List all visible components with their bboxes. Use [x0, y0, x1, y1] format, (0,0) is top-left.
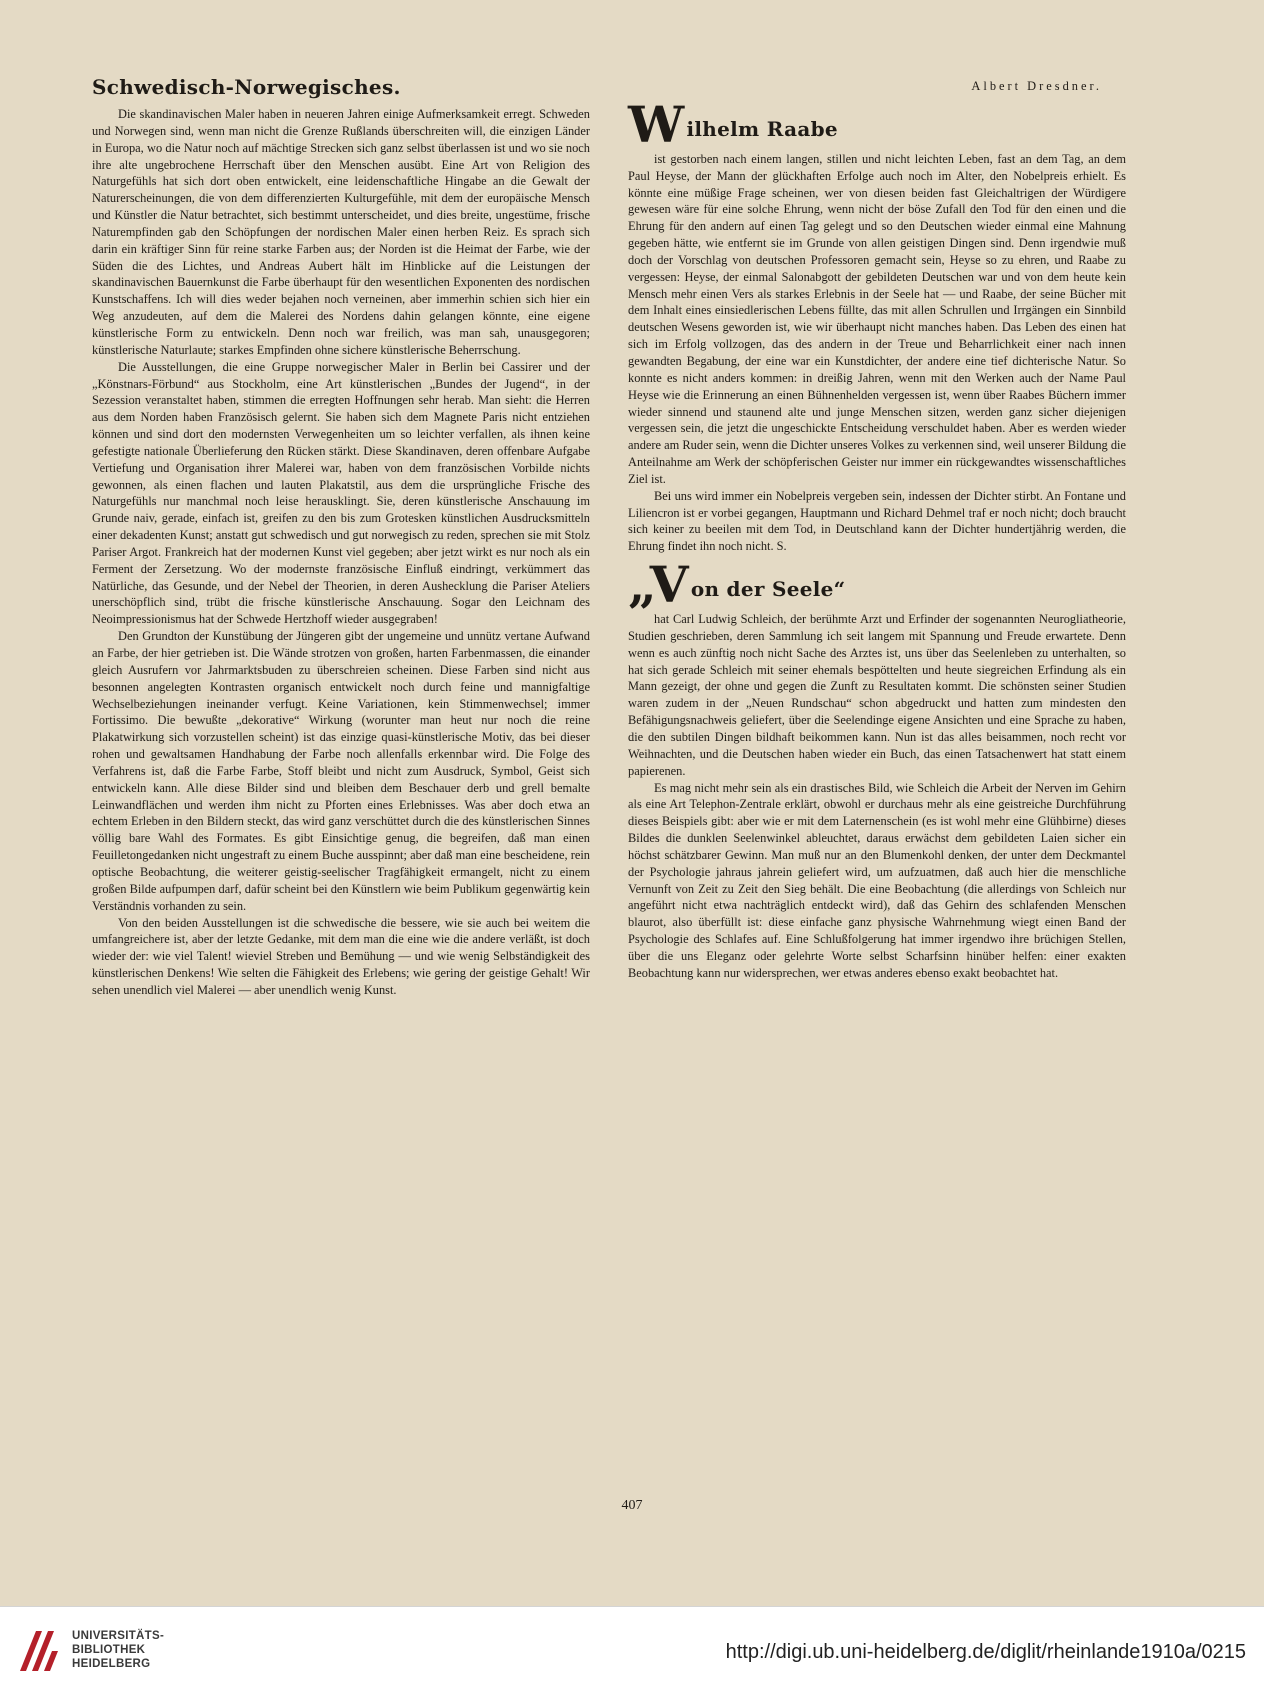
author-signature: Albert Dresdner. [971, 79, 1102, 93]
seele-article [628, 555, 1126, 982]
article1-paragraph: Die Ausstellungen, die eine Gruppe norwegischer Maler in Berlin bei Cassirer und der „Könstnars-Förbund“ aus Stockholm, eine Art künstlerischen „Bundes der Jugend“, in der Sezession veranstaltet haben, stimmen die erregten Hoffnungen sehr herab. Man sieht: die Herren aus dem Norden haben Französisch gelernt. Sie haben sich dem Magnete Paris nicht entziehen können und sind dort den modernsten Verwegenheiten um so leichter verfallen, als ihnen keine gefestigte nationale Überlieferung den Rücken stärkt. Diese Skandinaven, deren offenbare Aufgabe Vertiefung und Organisation ihrer Malerei war, haben von dem französischen Vorbilde nichts gewonnen, als einen flachen und lauten Plakatstil, aus dem die ursprüngliche Frische des Naturgefühls nur manchmal noch leise herausklingt. Sie, deren künstlerische Anschauung im Grunde naiv, gerade, einfach ist, greifen zu den bis zum Grotesken künstlichen Ausdrucksmitteln einer dekadenten Kunst; anstatt gut schwedisch und gut norwegisch zu reden, sprechen sie mit Stolz Pariser Argot. Frankreich hat der modernen Kunst viel gegeben; aber jetzt wirkt es nur noch als ein Ferment der Zersetzung. Wo der modernste französische Einfluß eindringt, verkümmert das Natürliche, das Gesunde, und der Nebel der Theorien, in deren Aushecklung die Pariser Ateliers unerschöpflich sind, trübt die frische künstlerische Anschauung. Sogar den Leichnam des Neoimpressionismus hat der Schwede Hertzhoff wieder ausgegraben! [92, 359, 590, 627]
drop-initial: „V [628, 555, 689, 615]
library-line: HEIDELBERG [72, 1658, 151, 1670]
library-name [72, 1629, 164, 1671]
article-heading-schwedisch: Schwedisch-Norwegisches. [92, 75, 401, 99]
article1-paragraph: Die skandinavischen Maler haben in neueren Jahren einige Aufmerksamkeit erregt. Schweden und Norwegen sind, wenn man nicht die Grenze Rußlands überschreiten will, die einzigen Länder in Europa, wo die Natur noch auf mächtige Strecken sich ganz selbst überlassen ist und wo sie noch ihre alte ungebrochene Herrschaft über den Menschen ausübt. Eine Art von Religion des Naturgefühls hat sich dort oben entwickelt, eine leidenschaftliche Hingabe an die Gewalt der Naturerscheinungen, die von dem differenzierten Kulturgefühle, mit dem der europäische Mensch und Künstler die Natur betrachtet, sich bestimmt unterscheidet, und dies breite, ungestüme, frische Naturempfinden gab den Schöpfungen der nordischen Maler einen herben Reiz. Es sprach sich darin ein kräftiger Sinn für reine starke Farben aus; der Norden ist die Heimat der Farbe, wie der Süden die des Lichtes, und Andreas Aubert hält im Hinblicke auf die Leistungen der skandinavischen Bauernkunst die Farbe überhaupt für den wesentlichen Exponenten des nordischen Kunstschaffens. Ich will dies weder bejahen noch verneinen, aber immerhin schien sich hier ein Weg anzudeuten, auf dem die Malerei des Nordens dahin gelangen könnte, eine eigene künstlerische Form zu entwickeln. Denn noch war freilich, was man sah, unausgegoren; künstlerische Naturlaute; starkes Empfinden ohne sichere künstlerische Beherrschung. [92, 107, 590, 357]
library-line: UNIVERSITÄTS- [72, 1630, 165, 1642]
article2-paragraph: Bei uns wird immer ein Nobelpreis vergeben sein, indessen der Dichter stirbt. An Fontane und Liliencron ist er vorbei gegangen, Hauptmann und Richard Dehmel traf er noch nicht; doch braucht sich keiner zu beeilen mit dem Tod, in Deutschland kann der Dichter hundertjährig werden, die Ehrung findet ihn noch nicht. S. [628, 488, 1126, 554]
drop-initial: W [628, 94, 685, 154]
article1-paragraph: Den Grundton der Kunstübung der Jüngeren gibt der ungemeine und unnütz vertane Aufwand an Farbe, der hier getrieben ist. Die Wände strotzen von großen, harten Farbenmassen, die einander gleich Ausrufern vor Jahrmarktsbuden zu überschreien scheinen. Diese Farben sind nicht aus besonnen angelegten Kontrasten organisch entwickelt noch durch feine und mannigfaltige Wechselbeziehungen ineinander verfugt. Keine Variationen, kein Stimmenwechsel; immer Fortissimo. Die bewußte „dekorative“ Wirkung (worunter man heut nur noch die reine Plakatwirkung sich vorzustellen scheint) ist das einzige quasi-künstlerische Motiv, das bei dieser rohen und gewaltsamen Handhabung der Farbe noch allenfalls erkennbar wird. Die Folge des Verfahrens ist, daß die Farbe Farbe, Stoff bleibt und nicht zum Ausdruck, Symbol, Geist sich entwickeln kann. Alle diese Bilder sind und bleiben dem Beschauer derb und grell bemalte Leinwandflächen und werden ihm nicht zu Pforten eines Erlebnisses. Was aber doch etwa an echtem Erleben in den Bildern steckt, das wird ganz verschüttet durch die des künstlerischen Sinnes völlig bare Wahl des Formates. Es gibt Einsichtige genug, die begreifen, daß man einen Feuilletongedanken nicht ungestraft zu einem Buche ausspinnt; aber daß man eine bescheidene, rein optische Beobachtung, die weiterer geistig-seelischer Tragfähigkeit ermangelt, nicht zu einem großen Bilde aufpumpen darf, dafür scheint bei den Künstlern wie beim Publikum gegenwärtig kein Verständnis vorhanden zu sein. [92, 629, 590, 913]
article-heading-seele [628, 555, 1126, 615]
article3-paragraph: hat Carl Ludwig Schleich, der berühmte Arzt und Erfinder der sogenannten Neurogliatheorie, Studien geschrieben, deren Sammlung ich seit langem mit Spannung und Freude erwartete. Denn wenn es auch zünftig noch nicht Sache des Arztes ist, uns über das Seelenleben zu unterhalten, so hat sich gerade Schleich mit seiner ehemals bespöttelten und heute siegreichen Erfindung als ein Mann gezeigt, der ohne und gegen die Zunft zu Resultaten kommt. Die schönsten seiner Studien waren zudem in der „Neuen Rundschau“ schon abgedruckt und hatten zum mindesten den Befähigungsnachweis geliefert, über die Seelendinge eigene Ansichten und eine Sprache zu haben, die den subtilen Dingen bildhaft beikommen kann. Nun ist das alles beisammen, noch recht vor Weihnachten, und die Deutschen haben wieder ein Buch, das einen Tatsachenwert hat statt einem papierenen. [628, 612, 1126, 778]
heading-rest: on der Seele“ [690, 577, 846, 602]
permalink-url[interactable]: http://digi.ub.uni-heidelberg.de/diglit/rheinlande1910a/0215 [725, 1641, 1246, 1663]
page-number: 407 [621, 1498, 643, 1513]
article-heading-raabe [628, 94, 1126, 154]
right-column [628, 78, 1126, 982]
article1-paragraph: Von den beiden Ausstellungen ist die schwedische die bessere, wie sie auch bei weitem die umfangreichere ist, aber der letzte Gedanke, mit dem man die eine wie die andere verläßt, ist doch wieder der: wie viel Talent! wieviel Streben und Bemühung — und wie wenig Selbständigkeit des künstlerischen Denkens! Wie selten die Fähigkeit des Erlebens; wie gering der geistige Gehalt! Wir sehen unendlich viel Malerei — aber unendlich wenig Kunst. [92, 915, 590, 997]
article2-paragraph: ist gestorben nach einem langen, stillen und nicht leichten Leben, fast an dem Tag, an dem Paul Heyse, der Mann der glückhaften Erfolge auch noch im Alter, den Nobelpreis erhielt. Es könnte eine müßige Frage scheinen, wer von diesen beiden fast Gleichaltrigen der Würdigere gewesen wäre für eine solche Ehrung, wenn nicht der böse Zufall den Tod für den einen und die Ehrung für den andern auf einen Tag gelegt und so den Deutschen wieder einmal eine Mahnung gegeben hätte, wie entfernt sie im Grunde von allen geistigen Dingen sind. Denn irgendwie muß doch der Vorschlag von deutschen Professoren gemacht sein, Heyse so zu ehren, und Raabe zu vergessen: Heyse, der einmal Salonabgott der gebildeten Deutschen war und von dem heute kein Mensch mehr einen Vers als starkes Erlebnis in der Seele hat — und Raabe, der seine Bücher mit dem Inhalt eines einsiedlerischen Lebens füllte, das mit allen Schrullen und Irrgängen ein Sinnbild deutschen Wesens geworden ist, wie wir überhaupt nicht manches haben. Das Leben des einen hat sich im Erfolg vollzogen, das des andern in der Treue und Beharrlichkeit einer nach innen gewandten Begabung, der eine war ein Kunstdichter, der andere eine tief dichterische Natur. So konnte es nicht anders kommen: in dreißig Jahren, wenn mit den Werken auch der Name Paul Heyse wie die Erinnerung an einen Bühnenhelden vergessen ist, wenn über Raabes Büchern immer wieder sinnend und staunend alte und junge Menschen sitzen, werden ganz sicher diejenigen vergessen sein, die jetzt die ungeschickte Entscheidung verschuldet haben. Aber es werden wieder andere am Ruder sein, wenn die Dichter unseres Volkes zu verkennen sind, weil unserer Bildung die Anteilnahme am Werk der schöpferischen Geister nur immer ein rückgewandtes wissenschaftliches Ziel ist. [628, 151, 1126, 486]
raabe-article [628, 94, 1126, 555]
left-column [92, 74, 590, 999]
heading-rest: ilhelm Raabe [686, 116, 838, 141]
article3-paragraph: Es mag nicht mehr sein als ein drastisches Bild, wie Schleich die Arbeit der Nerven im Gehirn als eine Art Telephon-Zentrale erklärt, obwohl er durchaus mehr als eine geistreiche Durchführung dieses Beispiels gibt: aber wie er mit dem Laternenschein (es ist wohl mehr eine Glühbirne) dieses Bildes die dunklen Seelenwinkel ableuchtet, daraus erwächst dem gebildeten Laien sicher ein höchst schätzbarer Gewinn. Man muß nur an den Blumenkohl denken, der unter dem Deckmantel der Psychologie jahraus jahrein geliefert wird, um aufzuatmen, daß auch hier die menschliche Vernunft von Zeit zu Zeit den Sieg behält. Die eine Beobachtung (die allerdings von Schleich nur angeführt nicht etwa nachträglich entdeckt wird), daß das Gehirn des schlafenden Menschen blaurot, also überfüllt ist: diese einfache ganz physische Wahrnehmung wiegt einen Band der Psychologie des Schlafes auf. Eine Schlußfolgerung hat immer irgendwo ihre brüchigen Stellen, über die uns Eleganz oder gelehrte Worte selbst Scharfsinn hinüber helfen: einer exakten Beobachtung kann nur widersprechen, wer etwas anderes ebenso exakt beobachtet hat. [628, 780, 1126, 980]
university-logo-icon [18, 1627, 64, 1673]
library-line: BIBLIOTHEK [72, 1644, 146, 1656]
viewer-footer [0, 1606, 1264, 1701]
